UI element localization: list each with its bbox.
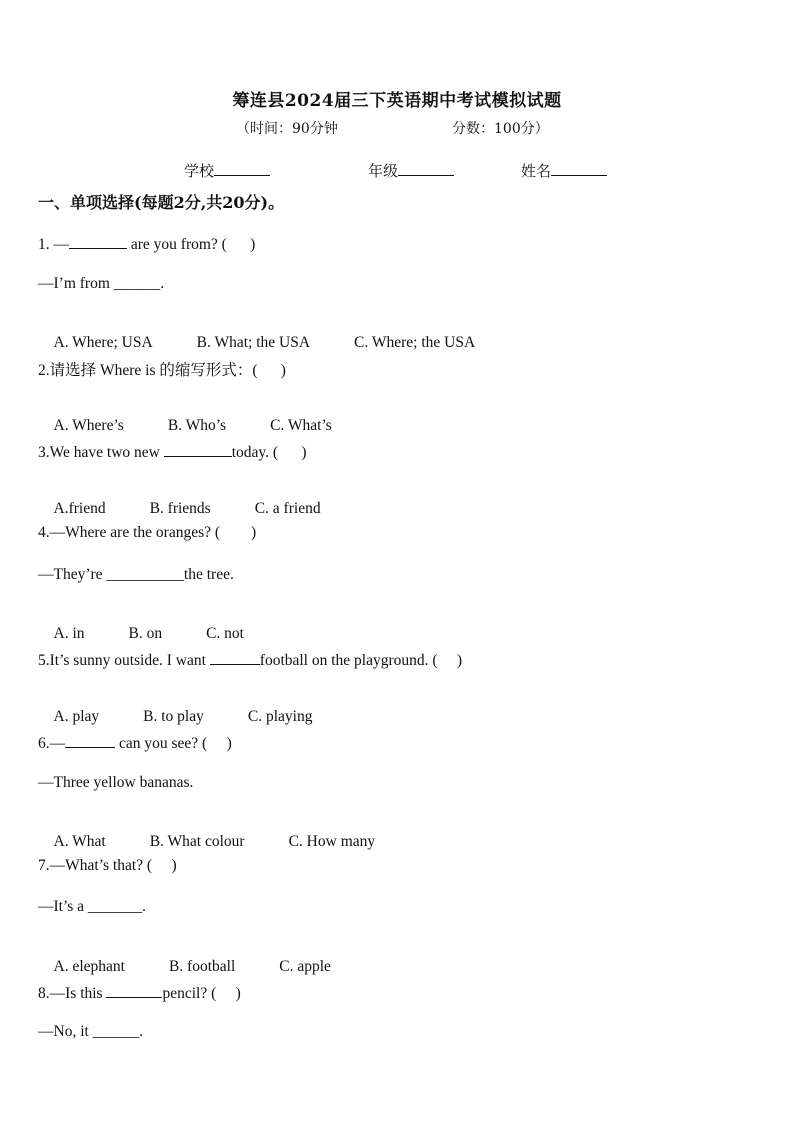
answer-blank[interactable]: [210, 649, 260, 665]
question-5: [38, 649, 462, 670]
option-b[interactable]: B. on: [128, 625, 163, 642]
question-1-rest: are you from? ( ): [130, 236, 256, 253]
option-a[interactable]: A.friend: [53, 500, 106, 517]
question-5-text: 5.It’s sunny outside. I want: [38, 652, 210, 669]
question-6-rest: can you see? ( ): [119, 735, 232, 752]
question-4: 4.—Where are the oranges? ( ): [38, 524, 257, 541]
exam-score: 分数：100分）: [452, 121, 549, 137]
option-a[interactable]: A. in: [53, 625, 85, 642]
question-2: 2.请选择 Where is 的缩写形式：( ): [38, 362, 286, 379]
option-a[interactable]: A. elephant: [53, 958, 125, 975]
option-a[interactable]: A. What: [53, 833, 106, 850]
name-label: 姓名: [521, 162, 552, 180]
answer-blank[interactable]: [106, 982, 162, 998]
question-6-text: 6.—: [38, 735, 66, 752]
question-8-answer: —No, it ______.: [38, 1023, 144, 1040]
school-field[interactable]: [184, 160, 270, 181]
question-8-rest: pencil? ( ): [162, 985, 241, 1002]
grade-blank[interactable]: [398, 160, 454, 176]
question-1-text: 1. —: [38, 236, 69, 253]
answer-blank[interactable]: [164, 441, 232, 457]
option-b[interactable]: B. What colour: [149, 833, 245, 850]
option-b[interactable]: B. What; the USA: [196, 334, 311, 351]
answer-blank[interactable]: [69, 233, 127, 249]
question-8-text: 8.—Is this: [38, 985, 107, 1002]
name-field[interactable]: [521, 160, 607, 181]
question-3-rest: today. ( ): [231, 444, 307, 461]
question-3-text: 3.We have two new: [38, 444, 164, 461]
question-1: [38, 233, 255, 254]
grade-label: 年级: [368, 162, 399, 180]
option-b[interactable]: B. football: [168, 958, 236, 975]
question-8: [38, 982, 241, 1003]
page-title: 筹连县2024届三下英语期中考试模拟试题: [232, 91, 562, 111]
option-c[interactable]: C. How many: [288, 833, 376, 850]
option-c[interactable]: C. apple: [279, 958, 331, 975]
option-c[interactable]: C. playing: [247, 708, 313, 725]
option-b[interactable]: B. to play: [143, 708, 204, 725]
question-6-answer: —Three yellow bananas.: [38, 774, 194, 791]
question-5-rest: football on the playground. ( ): [259, 652, 463, 669]
option-c[interactable]: C. not: [206, 625, 244, 642]
question-7-answer: —It’s a _______.: [38, 898, 147, 915]
option-b[interactable]: B. friends: [149, 500, 211, 517]
question-4-answer: —They’re __________the tree.: [38, 566, 234, 583]
option-c[interactable]: C. What’s: [270, 417, 332, 434]
exam-time: （时间：90分钟: [236, 121, 338, 137]
question-3: [38, 441, 307, 462]
option-a[interactable]: A. play: [53, 708, 100, 725]
option-b[interactable]: B. Who’s: [167, 417, 227, 434]
school-label: 学校: [184, 162, 215, 180]
question-1-answer: —I’m from ______.: [38, 275, 165, 292]
option-a[interactable]: A. Where; USA: [53, 334, 153, 351]
question-6: [38, 732, 232, 753]
question-7: 7.—What’s that? ( ): [38, 857, 177, 874]
section-heading: 一、单项选择(每题2分,共20分)。: [38, 193, 285, 212]
option-c[interactable]: C. a friend: [254, 500, 321, 517]
school-blank[interactable]: [214, 160, 270, 176]
option-a[interactable]: A. Where’s: [53, 417, 124, 434]
option-c[interactable]: C. Where; the USA: [354, 334, 476, 351]
grade-field[interactable]: [368, 160, 454, 181]
answer-blank[interactable]: [65, 732, 115, 748]
name-blank[interactable]: [551, 160, 607, 176]
